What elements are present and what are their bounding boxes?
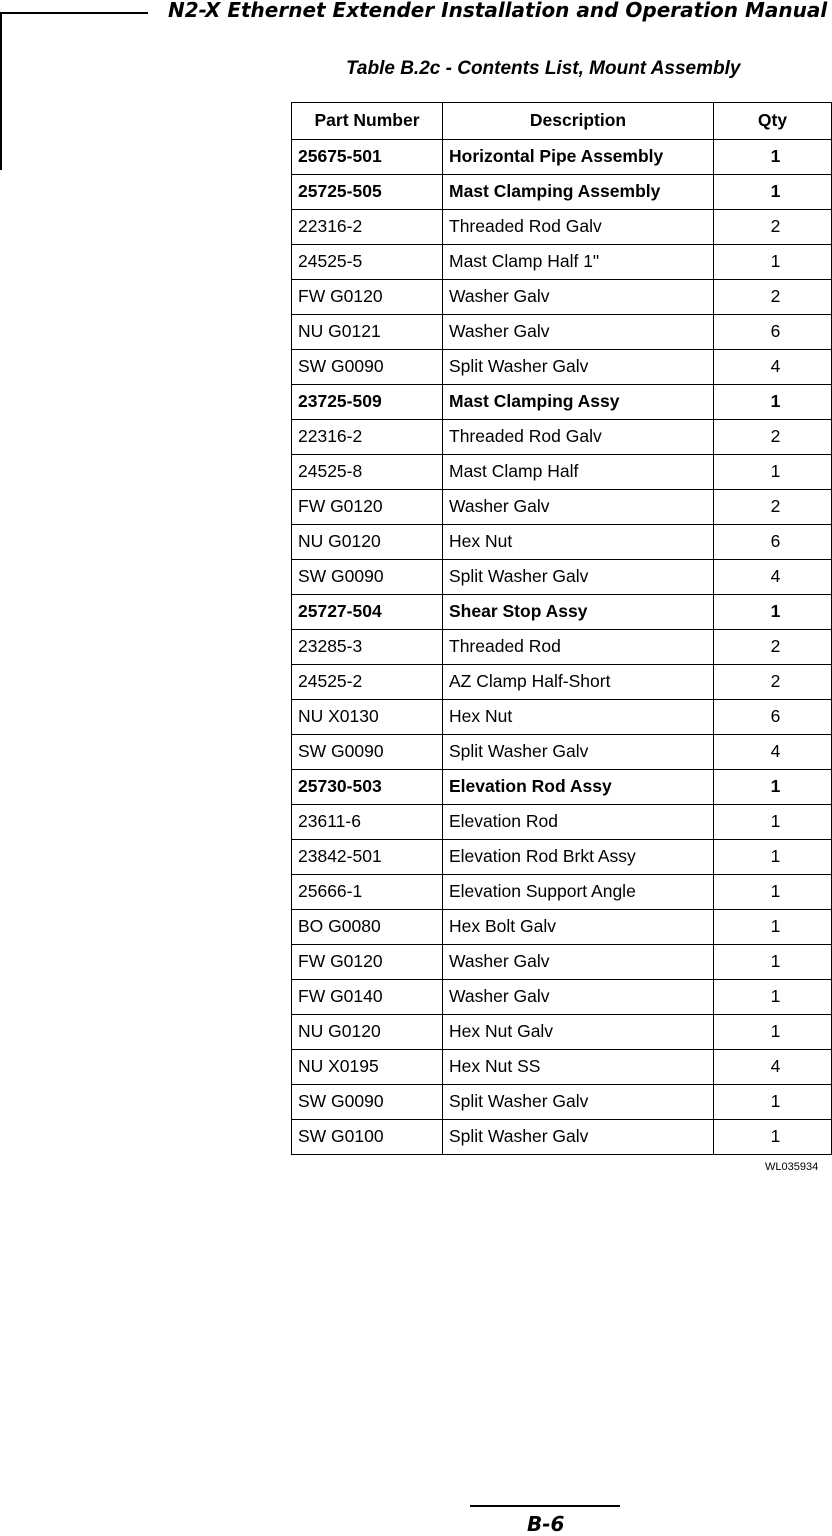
description-cell: Hex Bolt Galv xyxy=(443,910,714,945)
table-row xyxy=(292,315,832,350)
description-cell: Split Washer Galv xyxy=(443,560,714,595)
part-number-cell: NU X0195 xyxy=(292,1050,443,1085)
part-number-cell: 25725-505 xyxy=(292,175,443,210)
table-row xyxy=(292,910,832,945)
qty-cell: 1 xyxy=(714,140,832,175)
part-number-cell: 24525-2 xyxy=(292,665,443,700)
qty-cell: 1 xyxy=(714,1085,832,1120)
description-cell: Washer Galv xyxy=(443,980,714,1015)
qty-cell: 4 xyxy=(714,350,832,385)
qty-cell: 4 xyxy=(714,735,832,770)
table-row xyxy=(292,805,832,840)
qty-cell: 2 xyxy=(714,420,832,455)
qty-cell: 1 xyxy=(714,840,832,875)
qty-cell: 1 xyxy=(714,875,832,910)
table-row xyxy=(292,770,832,805)
table-title: Table B.2c - Contents List, Mount Assembly xyxy=(346,58,741,79)
table-row xyxy=(292,1120,832,1155)
part-number-cell: NU G0120 xyxy=(292,525,443,560)
table-row xyxy=(292,980,832,1015)
part-number-cell: FW G0120 xyxy=(292,280,443,315)
description-cell: Washer Galv xyxy=(443,315,714,350)
description-cell: Elevation Support Angle xyxy=(443,875,714,910)
column-header-qty: Qty xyxy=(714,103,832,140)
description-cell: Split Washer Galv xyxy=(443,1085,714,1120)
description-cell: Hex Nut SS xyxy=(443,1050,714,1085)
description-cell: Threaded Rod Galv xyxy=(443,210,714,245)
part-number-cell: 22316-2 xyxy=(292,210,443,245)
description-cell: Hex Nut xyxy=(443,700,714,735)
description-cell: Washer Galv xyxy=(443,490,714,525)
part-number-cell: SW G0090 xyxy=(292,350,443,385)
description-cell: Mast Clamp Half 1" xyxy=(443,245,714,280)
column-header-description: Description xyxy=(443,103,714,140)
qty-cell: 6 xyxy=(714,315,832,350)
description-cell: Hex Nut xyxy=(443,525,714,560)
description-cell: Threaded Rod Galv xyxy=(443,420,714,455)
qty-cell: 1 xyxy=(714,910,832,945)
table-row xyxy=(292,210,832,245)
qty-cell: 4 xyxy=(714,560,832,595)
part-number-cell: BO G0080 xyxy=(292,910,443,945)
qty-cell: 6 xyxy=(714,700,832,735)
qty-cell: 2 xyxy=(714,490,832,525)
part-number-cell: FW G0120 xyxy=(292,490,443,525)
part-number-cell: SW G0090 xyxy=(292,1085,443,1120)
description-cell: Horizontal Pipe Assembly xyxy=(443,140,714,175)
table-row xyxy=(292,1015,832,1050)
contents-list-table xyxy=(291,102,832,1155)
table-row xyxy=(292,595,832,630)
table-row xyxy=(292,560,832,595)
qty-cell: 1 xyxy=(714,385,832,420)
table-row xyxy=(292,245,832,280)
description-cell: Split Washer Galv xyxy=(443,735,714,770)
part-number-cell: NU G0121 xyxy=(292,315,443,350)
table-row xyxy=(292,385,832,420)
part-number-cell: FW G0140 xyxy=(292,980,443,1015)
table-row xyxy=(292,455,832,490)
description-cell: Split Washer Galv xyxy=(443,1120,714,1155)
qty-cell: 1 xyxy=(714,455,832,490)
qty-cell: 2 xyxy=(714,630,832,665)
part-number-cell: SW G0100 xyxy=(292,1120,443,1155)
part-number-cell: 25727-504 xyxy=(292,595,443,630)
description-cell: Elevation Rod xyxy=(443,805,714,840)
qty-cell: 1 xyxy=(714,1120,832,1155)
column-header-part-number: Part Number xyxy=(292,103,443,140)
part-number-cell: NU X0130 xyxy=(292,700,443,735)
qty-cell: 4 xyxy=(714,1050,832,1085)
qty-cell: 1 xyxy=(714,805,832,840)
part-number-cell: FW G0120 xyxy=(292,945,443,980)
table-header-row xyxy=(292,103,832,140)
qty-cell: 1 xyxy=(714,980,832,1015)
qty-cell: 1 xyxy=(714,175,832,210)
description-cell: AZ Clamp Half-Short xyxy=(443,665,714,700)
table-row xyxy=(292,420,832,455)
page-number: B-6 xyxy=(527,1512,565,1536)
part-number-cell: 25730-503 xyxy=(292,770,443,805)
table-row xyxy=(292,525,832,560)
description-cell: Split Washer Galv xyxy=(443,350,714,385)
part-number-cell: 23611-6 xyxy=(292,805,443,840)
description-cell: Washer Galv xyxy=(443,280,714,315)
table-row xyxy=(292,490,832,525)
part-number-cell: NU G0120 xyxy=(292,1015,443,1050)
part-number-cell: 25666-1 xyxy=(292,875,443,910)
description-cell: Threaded Rod xyxy=(443,630,714,665)
part-number-cell: 24525-8 xyxy=(292,455,443,490)
part-number-cell: 25675-501 xyxy=(292,140,443,175)
figure-reference-code: WL035934 xyxy=(765,1161,819,1173)
qty-cell: 2 xyxy=(714,210,832,245)
part-number-cell: SW G0090 xyxy=(292,735,443,770)
part-number-cell: 23842-501 xyxy=(292,840,443,875)
description-cell: Elevation Rod Assy xyxy=(443,770,714,805)
description-cell: Washer Galv xyxy=(443,945,714,980)
part-number-cell: SW G0090 xyxy=(292,560,443,595)
page-header-title: N2-X Ethernet Extender Installation and Operation Manual xyxy=(168,0,828,22)
description-cell: Elevation Rod Brkt Assy xyxy=(443,840,714,875)
part-number-cell: 22316-2 xyxy=(292,420,443,455)
table-row xyxy=(292,140,832,175)
qty-cell: 1 xyxy=(714,1015,832,1050)
footer-rule xyxy=(470,1505,620,1507)
table-row xyxy=(292,350,832,385)
qty-cell: 1 xyxy=(714,245,832,280)
table-body xyxy=(292,140,832,1155)
table-row xyxy=(292,840,832,875)
part-number-cell: 23725-509 xyxy=(292,385,443,420)
table-row xyxy=(292,700,832,735)
qty-cell: 6 xyxy=(714,525,832,560)
description-cell: Mast Clamping Assembly xyxy=(443,175,714,210)
corner-rule-left xyxy=(0,12,2,170)
qty-cell: 2 xyxy=(714,280,832,315)
table-row xyxy=(292,735,832,770)
table-row xyxy=(292,175,832,210)
qty-cell: 2 xyxy=(714,665,832,700)
qty-cell: 1 xyxy=(714,945,832,980)
description-cell: Shear Stop Assy xyxy=(443,595,714,630)
qty-cell: 1 xyxy=(714,595,832,630)
table-row xyxy=(292,280,832,315)
table-row xyxy=(292,945,832,980)
qty-cell: 1 xyxy=(714,770,832,805)
table-row xyxy=(292,1085,832,1120)
description-cell: Hex Nut Galv xyxy=(443,1015,714,1050)
table-row xyxy=(292,665,832,700)
table-row xyxy=(292,875,832,910)
corner-rule-top xyxy=(0,12,148,14)
table-row xyxy=(292,630,832,665)
part-number-cell: 23285-3 xyxy=(292,630,443,665)
description-cell: Mast Clamping Assy xyxy=(443,385,714,420)
table-row xyxy=(292,1050,832,1085)
description-cell: Mast Clamp Half xyxy=(443,455,714,490)
part-number-cell: 24525-5 xyxy=(292,245,443,280)
